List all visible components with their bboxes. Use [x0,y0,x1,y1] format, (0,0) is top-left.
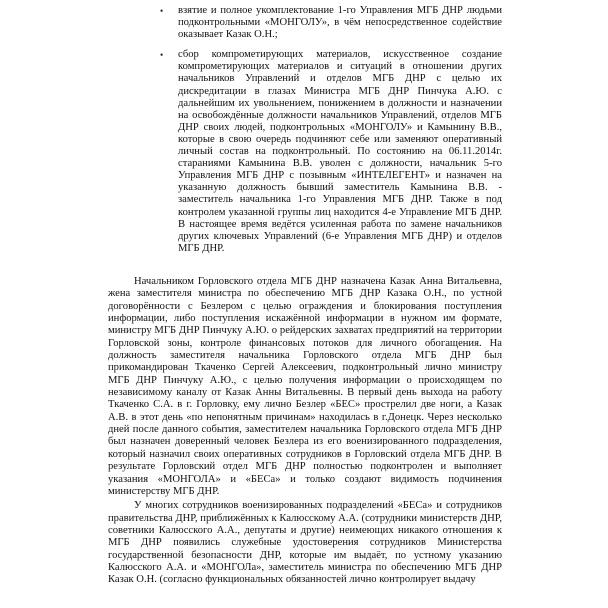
body-text [108,276,502,589]
paragraph-gorlovka-department: Начальником Горловского отдела МГБ ДНР назначена Казак Анна Витальевна, жена заместителя министра по обеспечению МГБ ДНР Казака О.Н., по устной договорённости с Безлером с целью ограждения и блокирования поступления информации, либо поступления искажённой информации в нужном им формате, министру МГБ ДНР Пинчуку А.Ю. о рейдерских захватах предприятий на территории Горловской зоны, контроле финансовых потоков для личного обогащения. На должность заместителя начальника Горловского отдела МГБ ДНР был прикомандирован Ткаченко Сергей Алексеевич, подконтрольный лично министру МГБ ДНР Пинчуку А.Ю., с целью получения информации о происходящем по независимому каналу от Казак Анны Витальевны. В первый день выхода на работу Ткаченко С.А. в г. Горловку, ему лично Безлер «БЕС» прострелил две ноги, а Казак А.В. в этот день «по непонятным причинам» находилась в г.Донецк. Через несколько дней после данного события, заместителем начальника Горловского отдела МГБ ДНР был назначен доверенный человек Безлера из его военизированного подразделения, который назначил своих оперативных сотрудников в Горловский отдела МГБ ДНР. В результате Горловский отдел МГБ ДНР полностью подконтролен и выполняет указания «МОНГОЛА» и «БЕСа» и только создают видимость подчинения министерству МГБ ДНР. [108,276,502,497]
bullet-text: взятие и полное укомплектование 1-го Управления МГБ ДНР людьми подконтрольными «МОНГОЛУ», в чём непосредственное содействие оказывает Казак О.Н.; [178,5,502,41]
bullet-item [150,5,502,41]
bullet-item [150,49,502,255]
bullet-text: сбор компрометирующих материалов, искусственное создание компрометирующих материалов и ситуаций в отношении других начальников Управлений и отделов МГБ ДНР с целью их дискредитации в глазах Министра МГБ ДНР Пинчука А.Ю. с дальнейшим их увольнением, понижением в должности и назначении на освобождённые должности начальников Управлений, отделов МГБ ДНР своих людей, подконтрольных «МОНГОЛУ» и Камынину В.В., которые в свою очередь подчиняют себе или заменяют оперативный личный состав на подконтрольный. По состоянию на 06.11.2014г. стараниями Камынина В.В. уволен с должности, начальник 5-го Управления МГБ ДНР с позывным «ИНТЕЛЕГЕНТ» и назначен на указанную должность бывший заместитель Камынина В.В. - заместитель начальника 1-го Управления МГБ ДНР. Также в под контролем указанной группы лиц находится 4-е Управление МГБ ДНР. В настоящее время ведётся усиленная работа по замене начальников других ключевых Управлений (6-е Управления МГБ ДНР) и отделов МГБ ДНР. [178,49,502,254]
bullet-marker: • [160,6,164,16]
paragraph-service-ids: У многих сотрудников военизированных подразделений «БЕСа» и сотрудников правительства ДНР, приближённых к Калюсскому А.А. (сотрудники министерств ДНР, советники Калюсского А.А., депутаты и другие) неимеющих никакого отношения к МГБ ДНР появились служебные удостоверения сотрудников Министерства государственной безопасности ДНР, которые им выдаёт, по устному указанию Калюсского А.А. и «МОНГОЛа», заместитель министра по обеспечению МГБ ДНР Казак О.Н. (согласно функциональных обязанностей лично контролирует выдачу [108,500,502,586]
bullet-marker: • [160,50,164,61]
bullet-list [150,5,502,263]
